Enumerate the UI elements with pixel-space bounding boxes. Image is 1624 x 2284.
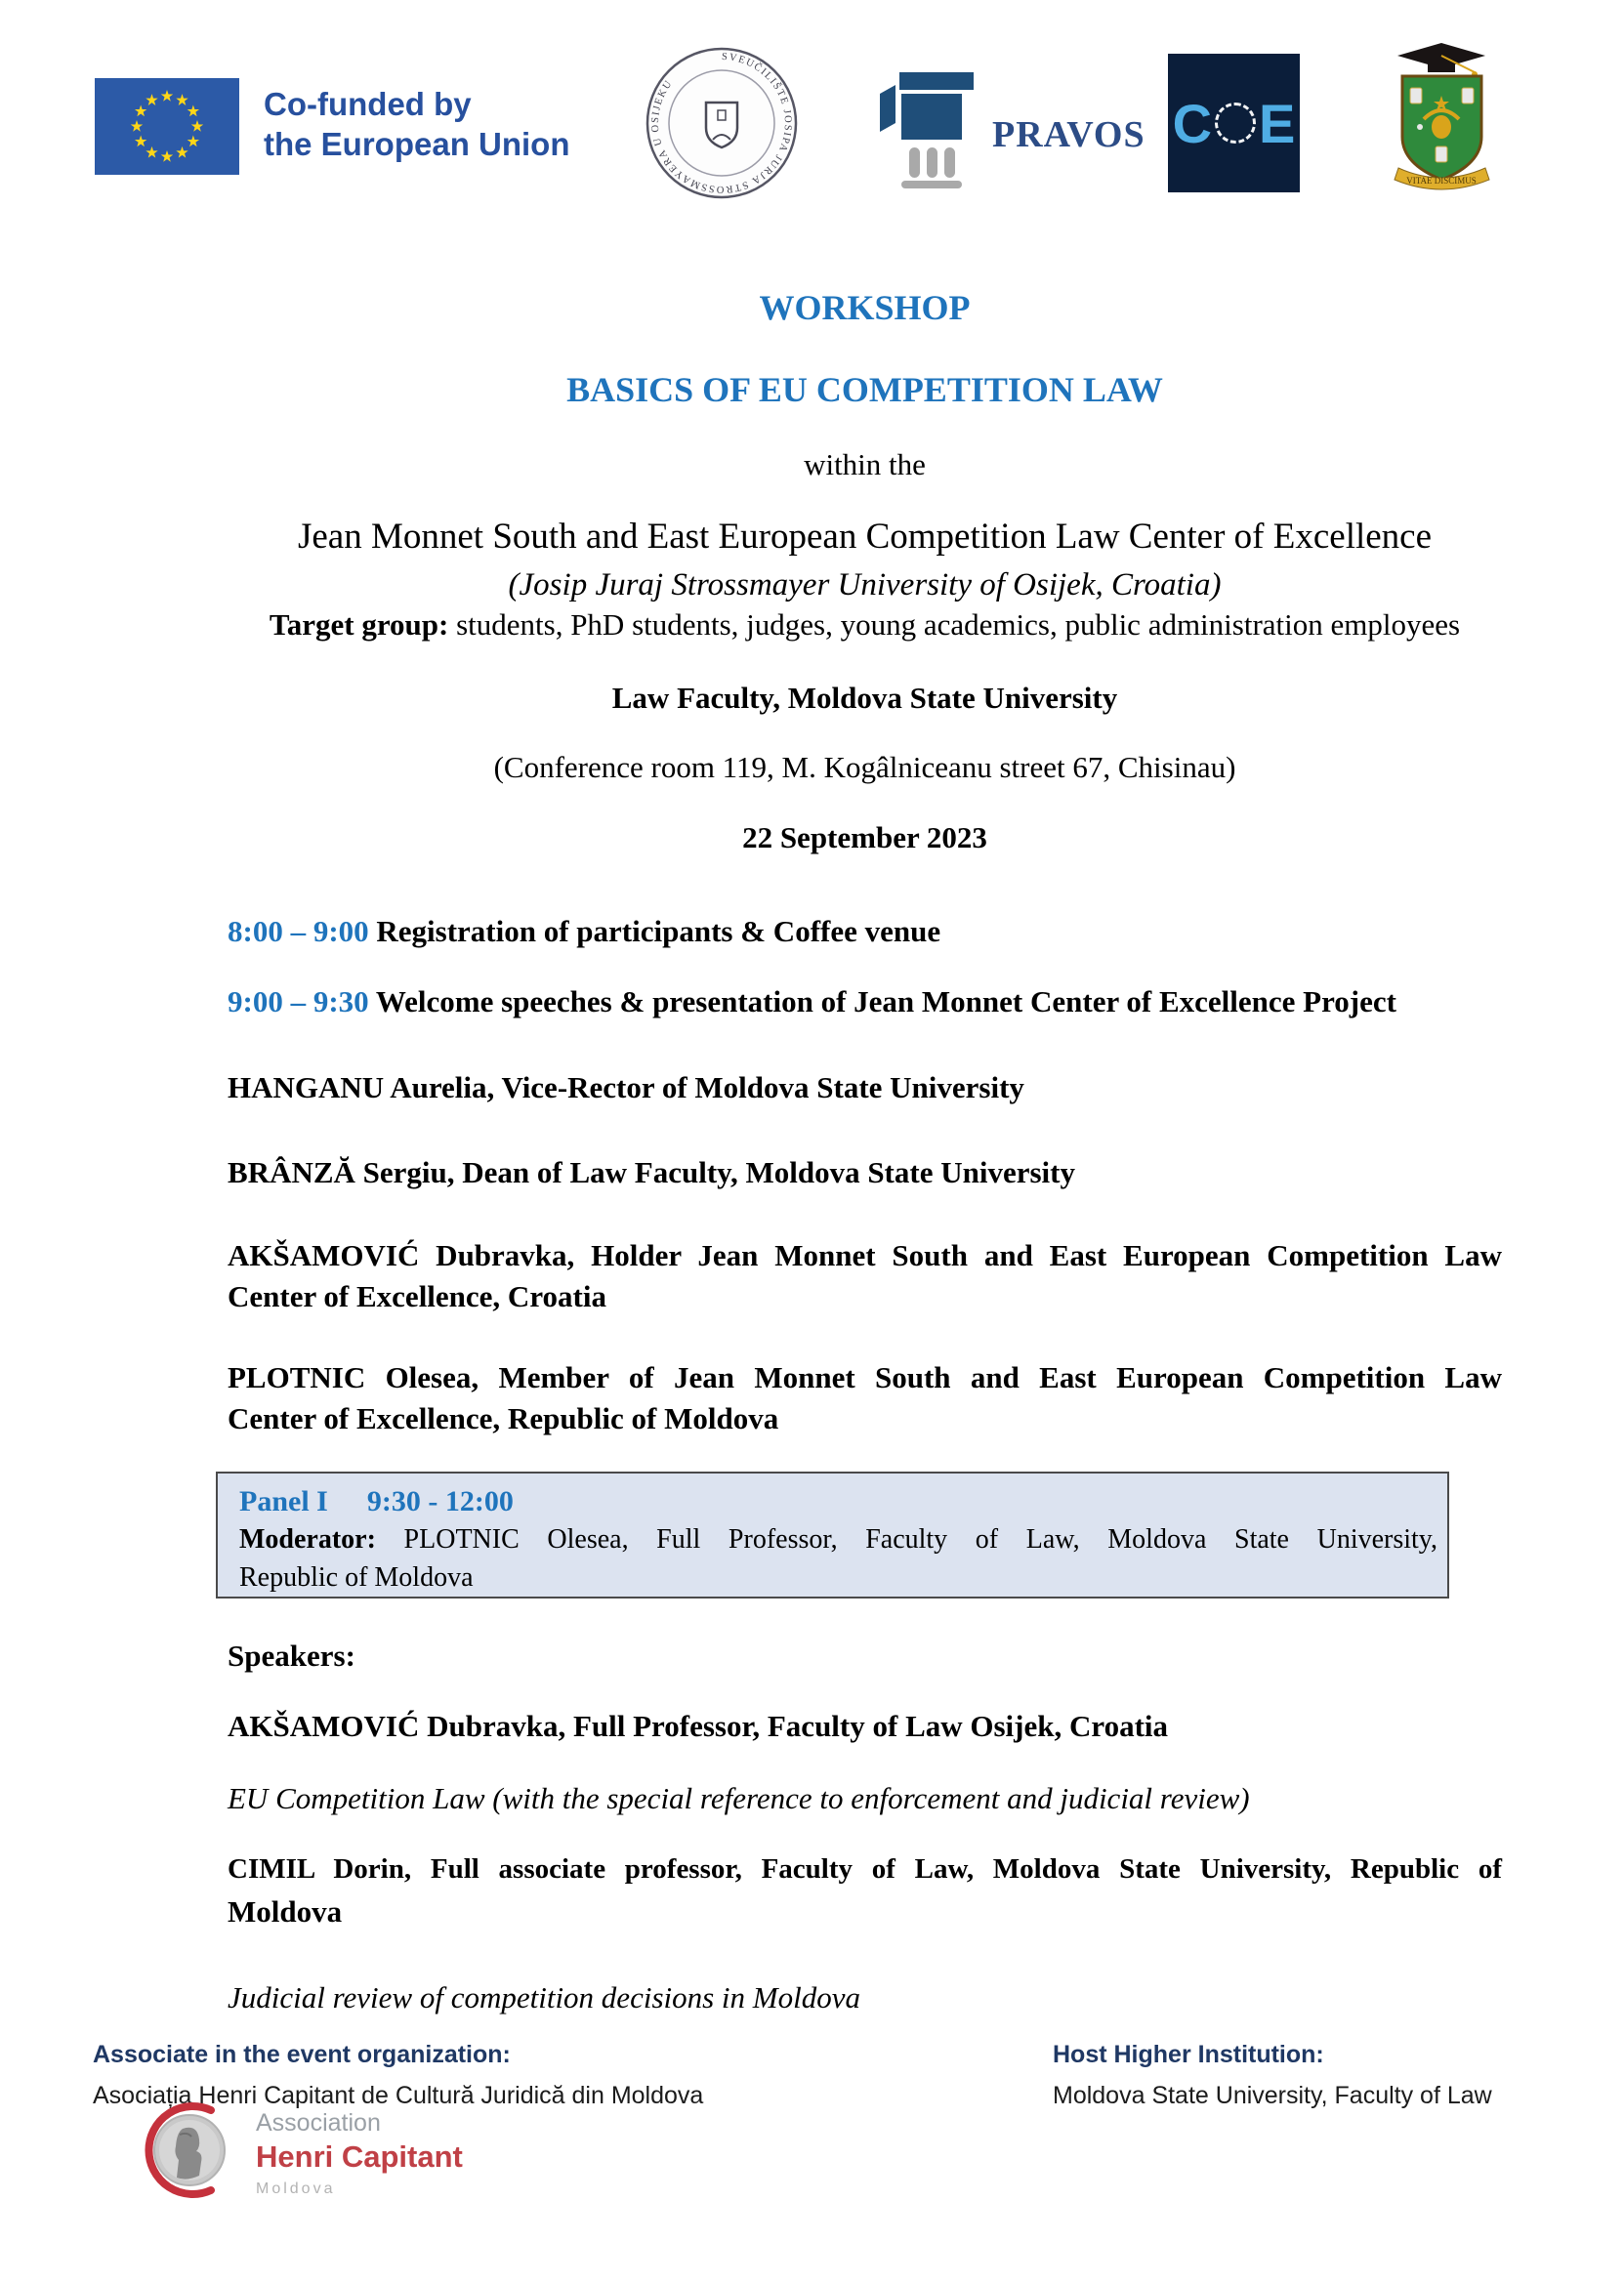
host-institution-block [1053,2041,1492,2110]
associate-organizer-block [93,2041,703,2110]
cce-letter-e: E [1259,92,1296,154]
moderator-text: PLOTNIC Olesea, Full Professor, Faculty of Law, Moldova State University, [375,1524,1437,1555]
speaker-name: AKŠAMOVIĆ Dubravka, Full Professor, Faculty of Law Osijek, Croatia [228,1709,1169,1743]
hc-association-line: Association [256,2109,381,2137]
center-of-excellence-line: Jean Monnet South and East European Competition Law Center of Excellence [297,517,1433,557]
panel-title-line [239,1482,1437,1520]
main-title: BASICS OF EU COMPETITION LAW [566,370,1163,409]
panel-moderator-line2: Republic of Moldova [239,1562,474,1593]
university-line: (Josip Juraj Strossmayer University of Osijek, Croatia) [508,567,1222,602]
speaker-line: AKŠAMOVIĆ Dubravka, Holder Jean Monnet South and East European Competition Law [228,1238,1502,1272]
msu-crest-motto: VITAE DISCIMUS [1406,176,1477,186]
welcome-speaker-paragraph [228,1235,1502,1317]
host-institution-label: Host Higher Institution: [1053,2041,1324,2068]
schedule-text: Welcome speeches & presentation of Jean Monnet Center of Excellence Project [368,984,1396,1018]
venue-line: Law Faculty, Moldova State University [611,681,1118,715]
schedule-time: 8:00 – 9:00 [228,914,369,948]
schedule-time: 9:00 – 9:30 [228,984,369,1018]
associate-organizer-label: Associate in the event organization: [93,2041,511,2068]
henri-capitant-logo [137,2101,463,2201]
schedule-text: Registration of participants & Coffee venue [368,914,941,948]
welcome-speaker-paragraph [228,1357,1502,1439]
hc-moldova-line: Moldova [256,2180,336,2197]
osijek-seal-text: SVEUČILIŠTE JOSIPA JURJA STROSSMAYERA U OSIJEKU [649,51,794,195]
pravos-wordmark: PRAVOS [992,114,1145,155]
osijek-university-seal-icon [645,46,799,200]
eu-cofunded-line2: the European Union [264,126,570,162]
pravos-column-icon [872,64,984,188]
schedule-item [228,914,1502,950]
welcome-speaker-line: BRÂNZĂ Sergiu, Dean of Law Faculty, Moldova State University [228,1155,1075,1189]
within-the-line: within the [804,447,926,481]
henri-capitant-wordmark [256,2101,463,2198]
panel-title: Panel I [239,1485,328,1517]
eu-flag-icon [95,78,239,175]
speakers-heading: Speakers: [228,1639,355,1673]
speaker-name-paragraph [228,1848,1502,1932]
host-institution-name: Moldova State University, Faculty of Law [1053,2082,1492,2109]
henri-capitant-medallion-icon [137,2101,242,2201]
associate-organizer-name: Asociația Henri Capitant de Cultură Juridică din Moldova [93,2082,704,2109]
speaker-line: CIMIL Dorin, Full associate professor, Faculty of Law, Moldova State University, Republic of [228,1853,1502,1885]
speaker-line: Center of Excellence, Republic of Moldova [228,1401,779,1435]
hc-name-line: Henri Capitant [256,2139,463,2174]
eu-cofunded-label [264,84,570,164]
target-group-line [228,607,1502,644]
panel-time: 9:30 - 12:00 [366,1485,514,1517]
panel-1-box [216,1472,1449,1599]
target-group-label: Target group: [269,607,449,642]
panel-moderator-line [239,1520,1437,1558]
moderator-label: Moderator: [239,1524,376,1555]
speaker-topic: EU Competition Law (with the special reference to enforcement and judicial review) [228,1781,1250,1815]
cce-ring-icon [1215,103,1256,144]
cce-logo [1168,54,1300,192]
speaker-line: PLOTNIC Olesea, Member of Jean Monnet South and East European Competition Law [228,1360,1502,1394]
schedule-item [228,984,1502,1020]
msu-crest-icon [1391,41,1493,199]
speaker-topic: Judicial review of competition decisions in Moldova [228,1980,860,2014]
speaker-line: Moldova [228,1894,343,1929]
welcome-speaker-line: HANGANU Aurelia, Vice-Rector of Moldova State University [228,1070,1024,1104]
room-line: (Conference room 119, M. Kogâlniceanu street 67, Chisinau) [493,750,1236,784]
target-group-text: students, PhD students, judges, young academics, public administration employees [448,607,1461,642]
eu-cofunded-line1: Co-funded by [264,86,472,122]
speaker-line: Center of Excellence, Croatia [228,1279,606,1313]
cce-letter-c: C [1172,92,1213,154]
date-line: 22 September 2023 [742,820,987,854]
workshop-heading: WORKSHOP [759,288,971,327]
